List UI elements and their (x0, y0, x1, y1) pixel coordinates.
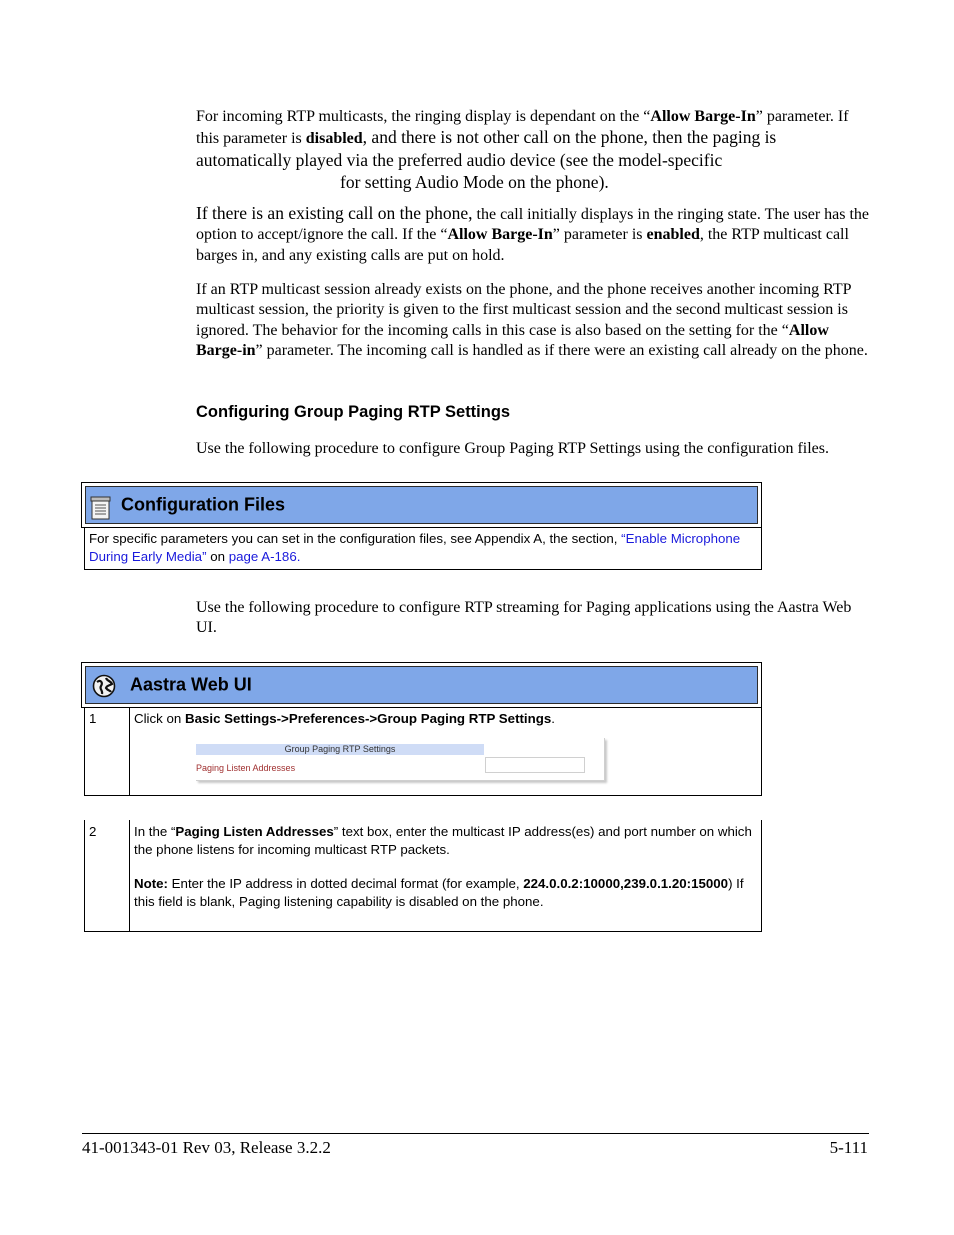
aastra-web-ui-title-bar (85, 666, 758, 704)
text: If there is an existing call on the phone, (196, 203, 473, 223)
paragraph-session-exists (196, 280, 872, 362)
step-number: 2 (85, 820, 130, 931)
bold-enabled: enabled (646, 226, 700, 244)
step-number: 1 (85, 707, 130, 795)
paragraph-procedure-web-ui: Use the following procedure to configure RTP streaming for Paging applications using the Aastra Web UI. (196, 599, 852, 637)
text: . (551, 711, 555, 726)
mini-paging-listen-input (485, 757, 585, 773)
aastra-web-ui-header (81, 662, 762, 708)
text: ” parameter. If this parameter is (196, 108, 849, 148)
step-note (134, 875, 757, 910)
text: For specific parameters you can set in the configuration files, see Appendix A, the section, (89, 531, 622, 546)
footer-page-number: 5-111 (829, 1138, 868, 1157)
config-files-body (84, 527, 762, 570)
text: for setting Audio Mode on the phone). (340, 172, 609, 193)
field-name: Paging Listen Addresses (175, 824, 334, 839)
param-allow-barge-in: Allow Barge-In (650, 108, 756, 125)
mini-settings-title: Group Paging RTP Settings (196, 744, 484, 755)
bold-disabled: disabled (305, 130, 363, 148)
paragraph-incoming-multicast (196, 107, 872, 195)
footer-doc-id: 41-001343-01 Rev 03, Release 3.2.2 (82, 1138, 331, 1157)
text: Enter the IP address in dotted decimal format (for example, (167, 876, 524, 891)
param-allow-barge-in: Allow Barge-in (196, 321, 829, 360)
step-instruction (134, 823, 757, 858)
step-row (84, 707, 762, 796)
step-row (84, 820, 762, 932)
section-heading: Configuring Group Paging RTP Settings (196, 403, 511, 421)
text: If an RTP multicast session already exists on the phone, and the phone receives another incoming RTP multicast session, the priority is given to the first multicast session and the second multicast session is ignored. The behavior for the incoming calls in this case is also based on the setting for the “ (196, 281, 851, 339)
mini-paging-listen-label: Paging Listen Addresses (196, 763, 296, 773)
text: on (206, 548, 229, 564)
aastra-web-ui-title: Aastra Web UI (130, 674, 252, 695)
config-files-title: Configuration Files (121, 494, 285, 515)
param-allow-barge-in: Allow Barge-In (447, 226, 553, 244)
step-content (130, 820, 761, 931)
text: , the RTP multicast call barges in, and any existing calls are put on hold. (196, 226, 849, 264)
config-files-title-bar (85, 486, 758, 524)
text: In the “ (134, 824, 176, 839)
text: ” text box, enter the multicast IP address(es) and port number on which the phone listens for incoming multicast RTP packets. (134, 824, 752, 857)
text: the call initially displays in the ringing state. The user has the option to accept/ignore the call. If the “ (196, 206, 870, 244)
text: For incoming RTP multicasts, the ringing display is dependant on the “ (196, 108, 651, 125)
text: ” parameter. The incoming call is handled as if there were an existing call already on the phone. (255, 342, 868, 360)
text: ) If this field is blank, Paging listening capability is disabled on the phone. (134, 876, 744, 909)
text: . (296, 548, 301, 564)
group-paging-settings-screenshot (196, 738, 605, 781)
text: , and there is not other call on the phone, then the paging is automatically played via the preferred audio device (see the model-specific (196, 127, 777, 170)
link-enable-microphone[interactable]: “Enable Microphone During Early Media” (89, 531, 741, 564)
menu-path: Basic Settings->Preferences->Group Paging RTP Settings (185, 711, 552, 726)
notepad-icon (90, 496, 112, 525)
text: Click on (134, 711, 185, 726)
step-content (130, 707, 761, 795)
text: ” parameter is (552, 226, 647, 244)
ip-example: 224.0.0.2:10000,239.0.1.20:15000 (523, 876, 729, 891)
note-label: Note: (134, 876, 168, 891)
globe-icon (92, 674, 116, 703)
link-page-a-186[interactable]: page A-186 (228, 548, 297, 564)
config-files-header (81, 482, 762, 528)
footer-rule (82, 1133, 869, 1134)
paragraph-existing-call (196, 203, 872, 266)
paragraph-procedure-config-files: Use the following procedure to configure Group Paging RTP Settings using the configuration files. (196, 440, 829, 457)
